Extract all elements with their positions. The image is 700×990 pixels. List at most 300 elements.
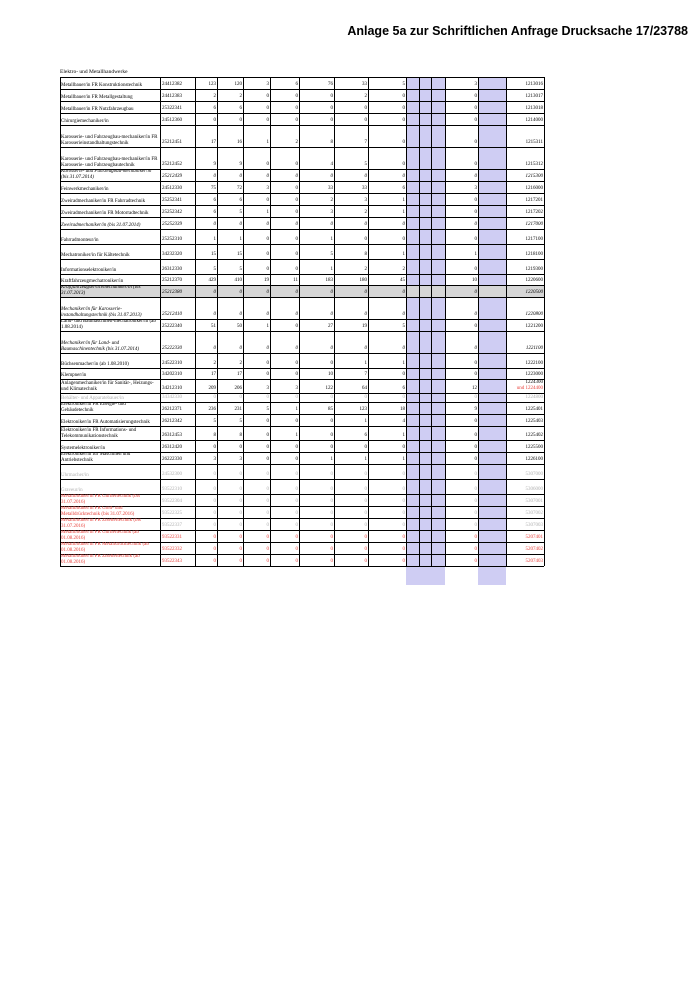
row-value-4: 0 (295, 371, 298, 377)
row-value-8: 0 (474, 236, 477, 242)
row-value-1: 429 (208, 277, 216, 283)
row-name: Zweiradmechaniker/in (bis 31.07.2014) (61, 222, 141, 228)
row-value-8: 0 (474, 311, 477, 317)
row-value-2: 5 (239, 266, 242, 272)
row-reference-code: 1214000 (525, 117, 543, 123)
row-value-4: 0 (295, 173, 298, 179)
row-value-7: 1 (402, 209, 405, 215)
row-value-3: 0 (266, 117, 269, 123)
row-value-1: 1 (213, 236, 216, 242)
row-value-7: 0 (402, 345, 405, 351)
row-value-3: 0 (266, 522, 269, 528)
row-value-3: 0 (266, 534, 269, 540)
row-value-3: 0 (266, 486, 269, 492)
row-value-6: 0 (364, 498, 367, 504)
row-value-6: 0 (364, 471, 367, 477)
row-value-6: 0 (364, 236, 367, 242)
row-name: Metallbauer/in FR Konstruktionstechnik (61, 82, 143, 88)
row-value-5: 0 (330, 105, 333, 111)
row-name: Chirurgiemechaniker/in (61, 118, 109, 124)
row-value-1: 0 (213, 486, 216, 492)
row-value-8: 0 (474, 161, 477, 167)
row-reference-code: 1215312 (525, 161, 543, 167)
row-value-6: 19 (362, 323, 367, 329)
row-name: Karosserie- und Fahrzeugbau-mechaniker/in FR Karosserieinstandhaltungstechnik (61, 135, 158, 146)
row-value-2: 120 (234, 81, 242, 87)
row-value-5: 0 (330, 498, 333, 504)
row-name: Zweiradmechaniker/in FR Motorradtechnik (61, 210, 149, 216)
row-code: 25212439 (162, 173, 182, 179)
row-value-3: 0 (266, 471, 269, 477)
row-value-2: 1 (239, 236, 242, 242)
row-value-4: 0 (295, 251, 298, 257)
row-value-3: 1 (266, 323, 269, 329)
row-value-1: 0 (213, 311, 216, 317)
row-value-8: 0 (474, 266, 477, 272)
row-name: Elektroniker/in FR Informations- und Telekommunikationstechnik (61, 428, 137, 439)
row-value-5: 1 (330, 236, 333, 242)
row-value-6: 0 (364, 173, 367, 179)
row-value-4: 0 (295, 93, 298, 99)
row-value-8: 0 (474, 444, 477, 450)
row-value-4: 0 (295, 498, 298, 504)
row-name: Mechaniker/in für Karosserie-instandhaltungstechnik (bis 31.07.2013) (61, 307, 142, 318)
row-value-5: 183 (325, 277, 333, 283)
row-value-5: 0 (330, 558, 333, 564)
row-value-6: 0 (364, 311, 367, 317)
row-value-5: 10 (328, 371, 333, 377)
row-value-1: 0 (213, 522, 216, 528)
row-reference-code: 1225500 (525, 444, 543, 450)
row-code: 26212342 (162, 418, 182, 424)
row-value-6: 33 (362, 185, 367, 191)
row-reference-code: 1222100 (525, 360, 543, 366)
row-value-8: 0 (474, 289, 477, 295)
row-value-7: 0 (402, 522, 405, 528)
row-value-3: 0 (266, 418, 269, 424)
row-value-8: 0 (474, 432, 477, 438)
row-reference-code: 1223000 (525, 371, 543, 377)
row-reference-code: 5307000 (525, 471, 543, 477)
row-code: 25252310 (162, 236, 182, 242)
row-value-5: 8 (330, 139, 333, 145)
row-value-6: 8 (364, 251, 367, 257)
row-value-8: 3 (474, 81, 477, 87)
row-code: 34232320 (162, 251, 182, 257)
row-name: Feinwerkmechaniker/in (61, 186, 109, 192)
row-value-5: 0 (330, 432, 333, 438)
row-code: 34212310 (162, 385, 182, 391)
row-value-6: 0 (364, 105, 367, 111)
row-reference-code: 1225403 (525, 418, 543, 424)
row-value-3: 0 (266, 558, 269, 564)
row-value-3: 19 (264, 277, 269, 283)
row-value-7: 0 (402, 486, 405, 492)
row-value-1: 0 (213, 117, 216, 123)
row-value-6: 0 (364, 117, 367, 123)
row-code: 24522310 (162, 360, 182, 366)
row-value-4: 0 (295, 117, 298, 123)
row-value-2: 0 (239, 117, 242, 123)
row-reference-code: 1225402 (525, 432, 543, 438)
row-reference-code: 1221100 (525, 345, 543, 351)
row-value-2: 5 (239, 209, 242, 215)
row-value-7: 0 (402, 289, 405, 295)
row-value-1: 6 (213, 197, 216, 203)
row-value-1: 0 (213, 173, 216, 179)
row-value-5: 1 (330, 266, 333, 272)
row-code: 26312420 (162, 444, 182, 450)
row-value-7: 0 (402, 546, 405, 552)
row-code: 93522332 (162, 546, 182, 552)
row-value-2: 231 (234, 406, 242, 412)
row-value-6: 123 (359, 406, 367, 412)
row-value-8: 0 (474, 371, 477, 377)
row-value-1: 17 (211, 139, 216, 145)
row-reference-code: 1216000 (525, 185, 543, 191)
row-value-6: 2 (364, 93, 367, 99)
row-value-6: 0 (364, 486, 367, 492)
row-value-2: 0 (239, 486, 242, 492)
row-value-1: 75 (211, 185, 216, 191)
row-value-8: 0 (474, 418, 477, 424)
row-code: 26212371 (162, 406, 182, 412)
row-value-1: 0 (213, 221, 216, 227)
row-value-2: 17 (237, 371, 242, 377)
row-value-6: 0 (364, 444, 367, 450)
row-name: Mechatroniker/in für Kältetechnik (61, 252, 130, 258)
row-value-7: 1 (402, 432, 405, 438)
row-value-8: 0 (474, 360, 477, 366)
row-name: Behälter- und Apparatebauer/in (61, 395, 124, 401)
row-name: Zweiradmechaniker/in FR Fahrradtechnik (61, 198, 146, 204)
row-value-1: 0 (213, 444, 216, 450)
row-value-8: 3 (474, 185, 477, 191)
row-value-4: 0 (295, 266, 298, 272)
row-value-3: 0 (266, 394, 269, 400)
row-name: Anlagenmechaniker/in für Sanitär-, Heizungs- und Klimatechnik (61, 381, 154, 392)
row-name: Karosserie- und Fahrzeugbau-mechaniker/in (bis 31.07.2014) (61, 169, 152, 180)
row-value-4: 0 (295, 534, 298, 540)
row-value-8: 0 (474, 522, 477, 528)
row-value-3: 0 (266, 197, 269, 203)
row-value-1: 0 (213, 345, 216, 351)
row-code: 26312330 (162, 266, 182, 272)
row-value-4: 0 (295, 456, 298, 462)
row-value-3: 0 (266, 432, 269, 438)
row-value-1: 0 (213, 289, 216, 295)
row-reference-code: 5306000 (525, 486, 543, 492)
row-value-6: 64 (362, 385, 367, 391)
row-value-2: 0 (239, 546, 242, 552)
row-code: 24512360 (162, 117, 182, 123)
row-value-6: 0 (364, 289, 367, 295)
row-value-3: 1 (266, 209, 269, 215)
row-value-5: 0 (330, 486, 333, 492)
row-code: 25322341 (162, 105, 182, 111)
row-value-4: 0 (295, 418, 298, 424)
row-value-3: 5 (266, 406, 269, 412)
row-name: Fahrradmonteur/in (61, 237, 99, 243)
row-value-2: 0 (239, 221, 242, 227)
row-value-3: 0 (266, 311, 269, 317)
row-value-1: 51 (211, 323, 216, 329)
row-value-7: 4 (402, 418, 405, 424)
row-value-4: 0 (295, 289, 298, 295)
row-value-4: 0 (295, 486, 298, 492)
row-value-6: 2 (364, 209, 367, 215)
row-reference-code: 5307002 (525, 510, 543, 516)
row-reference-code: 1215300 (525, 173, 543, 179)
row-name: Metallbildner/in FR Ziseliertechnik (bis 31.07.2016) (61, 518, 141, 529)
row-code: 25212380 (162, 289, 182, 295)
row-value-2: 2 (239, 360, 242, 366)
row-code: 24532300 (162, 471, 182, 477)
row-value-8: 9 (474, 406, 477, 412)
table-column-line (419, 77, 420, 566)
row-value-6: 0 (364, 534, 367, 540)
row-reference-code: 1217202 (525, 209, 543, 215)
row-value-1: 6 (213, 209, 216, 215)
row-value-1: 9 (213, 161, 216, 167)
row-value-4: 3 (295, 385, 298, 391)
row-value-3: 0 (266, 345, 269, 351)
row-value-1: 3 (213, 456, 216, 462)
row-reference-code: 5207401 (525, 534, 543, 540)
row-value-8: 0 (474, 197, 477, 203)
row-value-3: 0 (266, 161, 269, 167)
row-value-6: 0 (364, 510, 367, 516)
row-value-7: 0 (402, 471, 405, 477)
row-value-7: 0 (402, 510, 405, 516)
row-reference-code: 5307003 (525, 522, 543, 528)
row-value-6: 0 (364, 394, 367, 400)
row-name: Land- und Baumaschinen-mechatroniker/in (ab 1.08.2014) (61, 319, 156, 330)
row-value-7: 0 (402, 173, 405, 179)
row-value-7: 2 (402, 266, 405, 272)
row-value-5: 0 (330, 444, 333, 450)
row-reference-code: 1225401 (525, 406, 543, 412)
row-value-3: 0 (266, 289, 269, 295)
row-name: Metallbauer/in FR Nutzfahrzeugbau (61, 106, 134, 112)
row-value-7: 0 (402, 444, 405, 450)
row-value-2: 0 (239, 173, 242, 179)
row-value-5: 33 (328, 185, 333, 191)
row-value-3: 0 (266, 444, 269, 450)
row-value-4: 0 (295, 522, 298, 528)
row-value-7: 0 (402, 558, 405, 564)
row-value-2: 0 (239, 289, 242, 295)
row-value-2: 0 (239, 498, 242, 504)
row-value-7: 0 (402, 371, 405, 377)
row-value-6: 2 (364, 266, 367, 272)
row-reference-code: 1224800 (525, 394, 543, 400)
row-code: 25212410 (162, 311, 182, 317)
row-value-6: 7 (364, 371, 367, 377)
row-name: Büchsenmacher/in (ab 1.08.2010) (61, 361, 129, 367)
row-code: 25252339 (162, 221, 182, 227)
row-value-1: 2 (213, 360, 216, 366)
row-name: Elektroniker/in FR Automatisierungstechnik (61, 419, 150, 425)
table-column-line (406, 77, 407, 566)
row-reference-code: 1217000 (525, 221, 543, 227)
row-code: 26222330 (162, 456, 182, 462)
row-value-2: 0 (239, 534, 242, 540)
row-code: 25252342 (162, 209, 182, 215)
row-value-3: 0 (266, 546, 269, 552)
row-value-6: 5 (364, 161, 367, 167)
row-value-7: 0 (402, 93, 405, 99)
row-value-5: 0 (330, 289, 333, 295)
row-value-7: 5 (402, 323, 405, 329)
row-value-6: 1 (364, 360, 367, 366)
row-value-5: 0 (330, 534, 333, 540)
row-value-1: 0 (213, 498, 216, 504)
row-reference-code: 1215311 (525, 139, 543, 145)
row-value-7: 1 (402, 360, 405, 366)
row-code: 34202310 (162, 371, 182, 377)
row-reference-code: 1218100 (525, 251, 543, 257)
row-value-6: 3 (364, 197, 367, 203)
row-value-7: 18 (400, 406, 405, 412)
row-value-5: 0 (330, 345, 333, 351)
row-reference-code: 1219300 (525, 266, 543, 272)
row-value-2: 2 (239, 93, 242, 99)
row-value-6: 0 (364, 221, 367, 227)
row-value-2: 0 (239, 394, 242, 400)
row-value-2: 0 (239, 444, 242, 450)
row-value-1: 5 (213, 266, 216, 272)
row-value-8: 0 (474, 345, 477, 351)
row-value-5: 0 (330, 173, 333, 179)
row-reference-code: 1217100 (525, 236, 543, 242)
row-value-7: 45 (400, 277, 405, 283)
row-value-2: 5 (239, 418, 242, 424)
row-value-8: 0 (474, 323, 477, 329)
row-value-1: 0 (213, 558, 216, 564)
row-value-8: 0 (474, 173, 477, 179)
row-value-2: 0 (239, 345, 242, 351)
row-value-4: 0 (295, 221, 298, 227)
document-header: Anlage 5a zur Schriftlichen Anfrage Drucksache 17/23788 (347, 24, 688, 38)
row-code: 25212452 (162, 161, 182, 167)
row-value-8: 0 (474, 221, 477, 227)
row-value-4: 0 (295, 209, 298, 215)
row-name: Elektroniker/in FR Energie- und Gebäudetechnik (61, 402, 126, 413)
row-value-1: 6 (213, 105, 216, 111)
row-value-3: 0 (266, 510, 269, 516)
row-value-5: 0 (330, 394, 333, 400)
row-value-4: 0 (295, 546, 298, 552)
row-value-8: 0 (474, 534, 477, 540)
row-value-5: 85 (328, 406, 333, 412)
row-value-3: 0 (266, 221, 269, 227)
row-value-8: 0 (474, 394, 477, 400)
row-value-4: 0 (295, 345, 298, 351)
row-code: 25222330 (162, 345, 182, 351)
row-value-8: 0 (474, 139, 477, 145)
row-value-7: 1 (402, 251, 405, 257)
row-reference-code: 1220500 (525, 289, 543, 295)
row-value-5: 4 (330, 161, 333, 167)
row-value-8: 10 (472, 277, 477, 283)
row-reference-code: 1217201 (525, 197, 543, 203)
row-code: 25212370 (162, 277, 182, 283)
row-value-5: 2 (330, 197, 333, 203)
row-reference-code: 1213017 (525, 93, 543, 99)
row-value-2: 72 (237, 185, 242, 191)
row-value-4: 2 (295, 139, 298, 145)
row-code: 24412383 (162, 93, 182, 99)
row-value-4: 0 (295, 510, 298, 516)
row-value-6: 1 (364, 418, 367, 424)
row-value-6: 1 (364, 456, 367, 462)
row-value-7: 0 (402, 221, 405, 227)
row-value-5: 0 (330, 117, 333, 123)
row-value-5: 0 (330, 418, 333, 424)
row-value-5: 0 (330, 546, 333, 552)
row-code: 93522325 (162, 510, 182, 516)
row-value-2: 16 (237, 139, 242, 145)
row-reference-code: 1220600 (525, 277, 543, 283)
row-name: Kraftfahrzeugmechatroniker/in (61, 278, 124, 284)
row-name: Elektroniker/in für Maschinen und Antriebstechnik (61, 452, 131, 463)
row-value-1: 236 (208, 406, 216, 412)
row-value-8: 0 (474, 471, 477, 477)
row-value-6: 33 (362, 81, 367, 87)
row-value-3: 0 (266, 456, 269, 462)
row-name: Metallbauer/in FR Metallgestaltung (61, 94, 133, 100)
row-value-7: 1 (402, 456, 405, 462)
section-title: Elektro- und Metallhandwerke (60, 69, 128, 75)
row-value-7: 0 (402, 498, 405, 504)
row-value-7: 6 (402, 185, 405, 191)
row-code: 93522343 (162, 558, 182, 564)
row-value-5: 3 (330, 209, 333, 215)
row-value-8: 1 (474, 251, 477, 257)
row-value-1: 0 (213, 510, 216, 516)
row-value-1: 209 (208, 385, 216, 391)
row-value-3: 0 (266, 173, 269, 179)
row-value-7: 0 (402, 534, 405, 540)
row-value-5: 5 (330, 251, 333, 257)
row-value-5: 0 (330, 311, 333, 317)
row-value-4: 0 (295, 105, 298, 111)
row-value-8: 0 (474, 510, 477, 516)
row-name: Klempner/in (61, 372, 87, 378)
row-value-2: 0 (239, 510, 242, 516)
row-value-4: 1 (295, 406, 298, 412)
row-value-2: 410 (234, 277, 242, 283)
table-column-line (544, 77, 545, 566)
row-value-5: 0 (330, 522, 333, 528)
row-value-5: 76 (328, 81, 333, 87)
row-name: Metallbildner/in FR Ziseliertechnik (ab 01.08.2016) (61, 554, 140, 565)
row-code: 24512330 (162, 185, 182, 191)
row-value-6: 0 (364, 522, 367, 528)
row-value-2: 50 (237, 323, 242, 329)
row-value-6: 7 (364, 139, 367, 145)
row-value-8: 12 (472, 385, 477, 391)
row-value-3: 0 (266, 105, 269, 111)
row-value-2: 6 (239, 105, 242, 111)
row-reference-code: 5307001 (525, 498, 543, 504)
row-reference-code: 1221200 (525, 323, 543, 329)
row-value-3: 0 (266, 93, 269, 99)
row-value-1: 17 (211, 371, 216, 377)
row-code: 93522337 (162, 522, 182, 528)
row-value-2: 0 (239, 471, 242, 477)
